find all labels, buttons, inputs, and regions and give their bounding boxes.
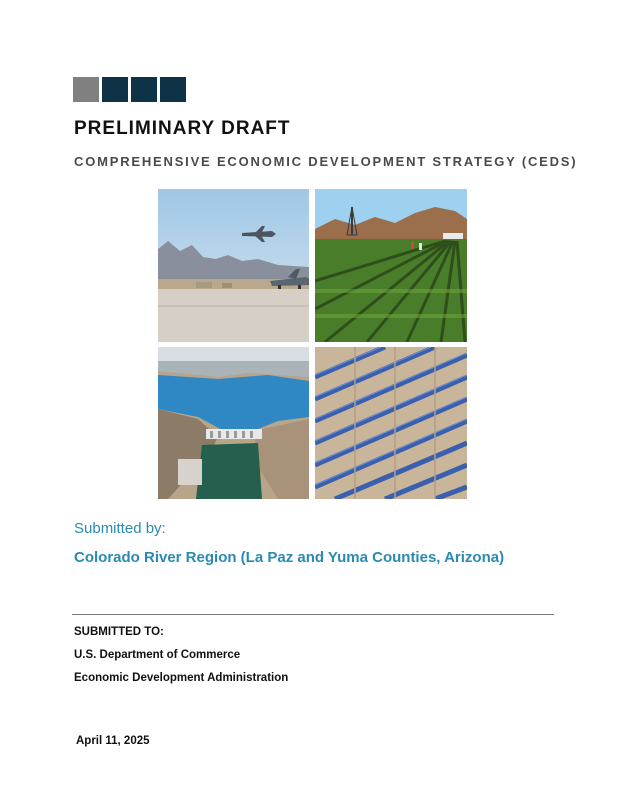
color-block-navy <box>160 77 186 102</box>
photo-dam-reservoir <box>158 347 309 499</box>
color-block-navy <box>131 77 157 102</box>
photo-lettuce-field <box>315 189 467 342</box>
photo-solar-array <box>315 347 467 499</box>
document-date: April 11, 2025 <box>76 735 150 747</box>
color-block-gray <box>73 77 99 102</box>
submitted-to-label: SUBMITTED TO: <box>74 626 164 638</box>
recipient-department: U.S. Department of Commerce <box>74 649 241 661</box>
photo-military-jets <box>158 189 309 342</box>
document-subtitle: COMPREHENSIVE ECONOMIC DEVELOPMENT STRATEGY (CEDS) <box>74 154 578 169</box>
header-color-blocks <box>73 77 186 102</box>
submitted-by-label: Submitted by: <box>74 520 166 537</box>
divider <box>72 614 554 615</box>
document-title: PRELIMINARY DRAFT <box>74 118 291 139</box>
recipient-agency: Economic Development Administration <box>74 672 289 684</box>
submitting-region: Colorado River Region (La Paz and Yuma Counties, Arizona) <box>74 549 505 566</box>
color-block-navy <box>102 77 128 102</box>
